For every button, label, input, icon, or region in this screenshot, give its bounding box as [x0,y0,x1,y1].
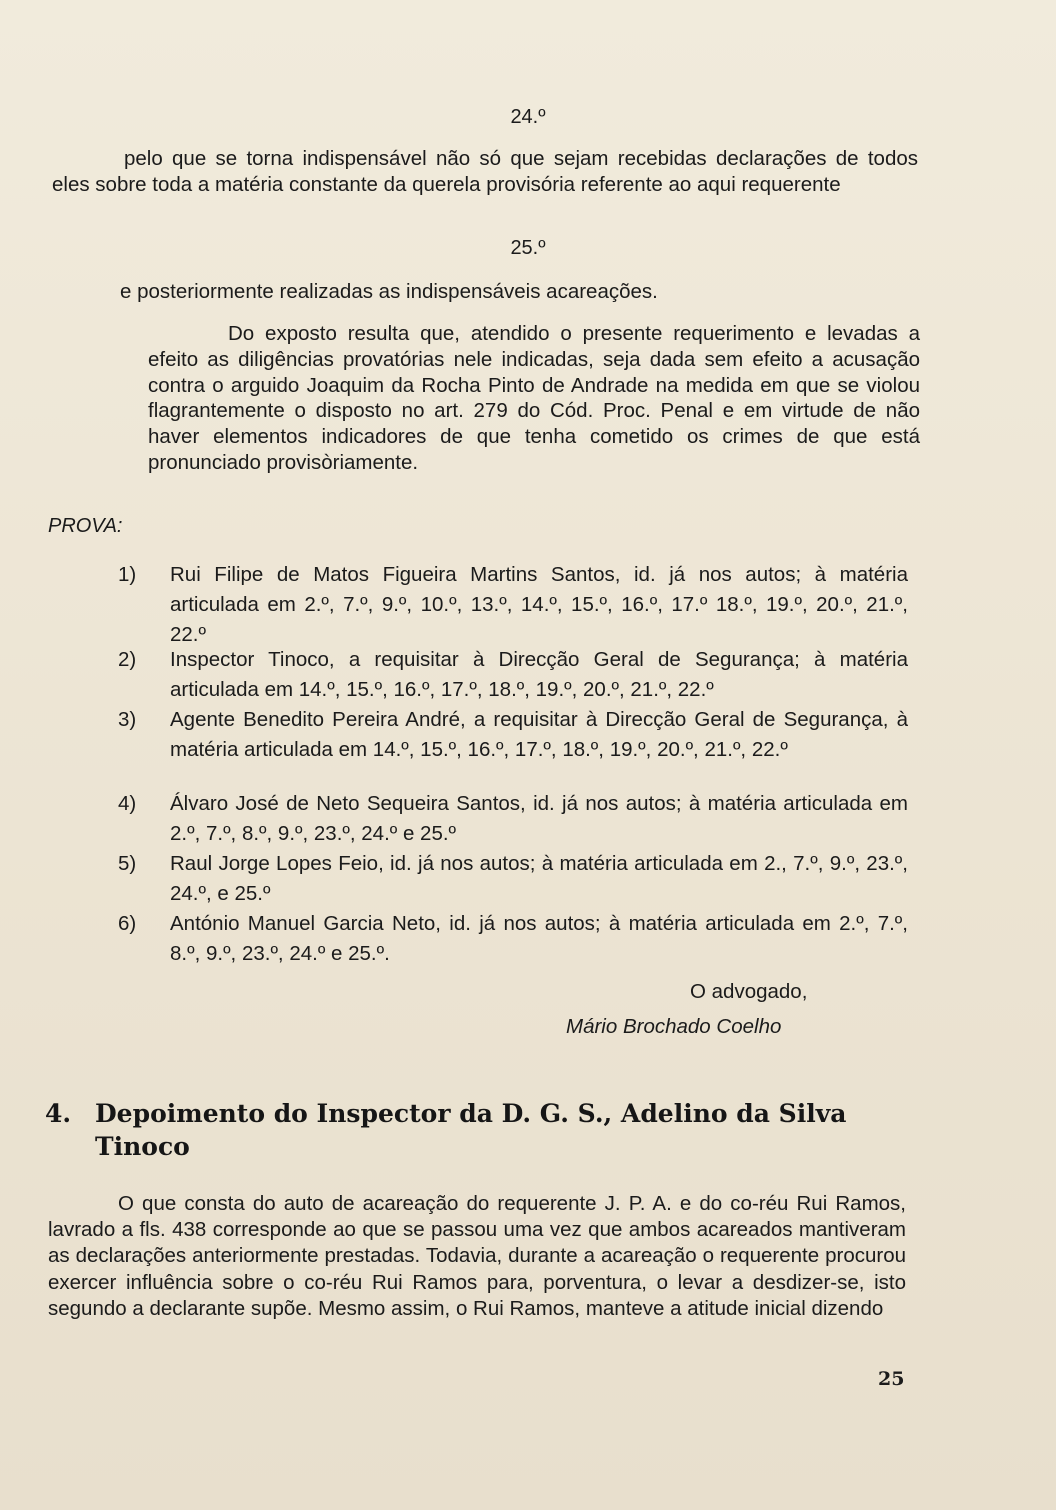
prova-label: PROVA: [48,515,123,537]
evidence-item-text: António Manuel Garcia Neto, id. já nos autos; à matéria articulada em 2.º, 7.º, 8.º, 9.º, 23.º, 24.º e 25.º. [170,912,908,965]
evidence-item-number: 6) [118,912,137,935]
evidence-item-text: Raul Jorge Lopes Feio, id. já nos autos; à matéria articulada em 2., 7.º, 9.º, 23.º, 24.º, e 25.º [170,852,908,905]
conclusion-paragraph: Do exposto resulta que, atendido o presente requerimento e levadas a efeito as diligências provatórias nele indicadas, seja dada sem efeito a acusação contra o arguido Joaquim da Rocha Pinto de Andrade na medida em que se violou flagrantemente o disposto no art. 279 do Cód. Proc. Penal e em virtude de não haver elementos indicadores de que tenha cometido os crimes de que está pronunciado provisòriamente. [148,322,920,474]
signature-name: Mário Brochado Coelho [566,1015,782,1038]
section-body: O que consta do auto de acareação do requerente J. P. A. e do co-réu Rui Ramos, lavrado a fls. 438 corresponde ao que se passou uma vez que ambos acareados mantiveram as declarações anteriormente prestadas. Todavia, durante a acareação o requerente procurou exercer influência sobre o co-réu Rui Ramos para, porventura, o levar a desdizer-se, isto segundo a declarante supõe. Mesmo assim, o Rui Ramos, manteve a atitude inicial dizendo [48,1192,906,1320]
section-heading: Depoimento do Inspector da D. G. S., Adelino da Silva Tinoco [95,1099,847,1161]
evidence-item-number: 2) [118,648,137,671]
evidence-item-number: 1) [118,563,137,586]
article-number-25: 25.º [510,237,546,259]
evidence-item-number: 5) [118,852,137,875]
paragraph-25: e posteriormente realizadas as indispensáveis acareações. [120,280,658,303]
evidence-item-text: Agente Benedito Pereira André, a requisitar à Direcção Geral de Segurança, à matéria articulada em 14.º, 15.º, 16.º, 17.º, 18.º, 19.º, 20.º, 21.º, 22.º [170,708,908,761]
signature-role: O advogado, [690,980,808,1003]
article-number-24: 24.º [510,106,546,128]
paragraph-24: pelo que se torna indispensável não só que sejam recebidas declarações de todos eles sobre toda a matéria constante da querela provisória referente ao aqui requerente [52,147,918,196]
evidence-item-number: 4) [118,792,137,815]
section-number: 4. [45,1099,72,1128]
page-number: 25 [878,1368,905,1390]
evidence-item-text: Álvaro José de Neto Sequeira Santos, id. já nos autos; à matéria articulada em 2.º, 7.º, 8.º, 9.º, 23.º, 24.º e 25.º [170,792,908,845]
evidence-item-text: Rui Filipe de Matos Figueira Martins Santos, id. já nos autos; à matéria articulada em 2.º, 7.º, 9.º, 10.º, 13.º, 14.º, 15.º, 16.º, 17.º 18.º, 19.º, 20.º, 21.º, 22.º [170,563,908,646]
evidence-item-number: 3) [118,708,137,731]
evidence-item-text: Inspector Tinoco, a requisitar à Direcção Geral de Segurança; à matéria articulada em 14.º, 15.º, 16.º, 17.º, 18.º, 19.º, 20.º, 21.º, 22.º [170,648,908,701]
